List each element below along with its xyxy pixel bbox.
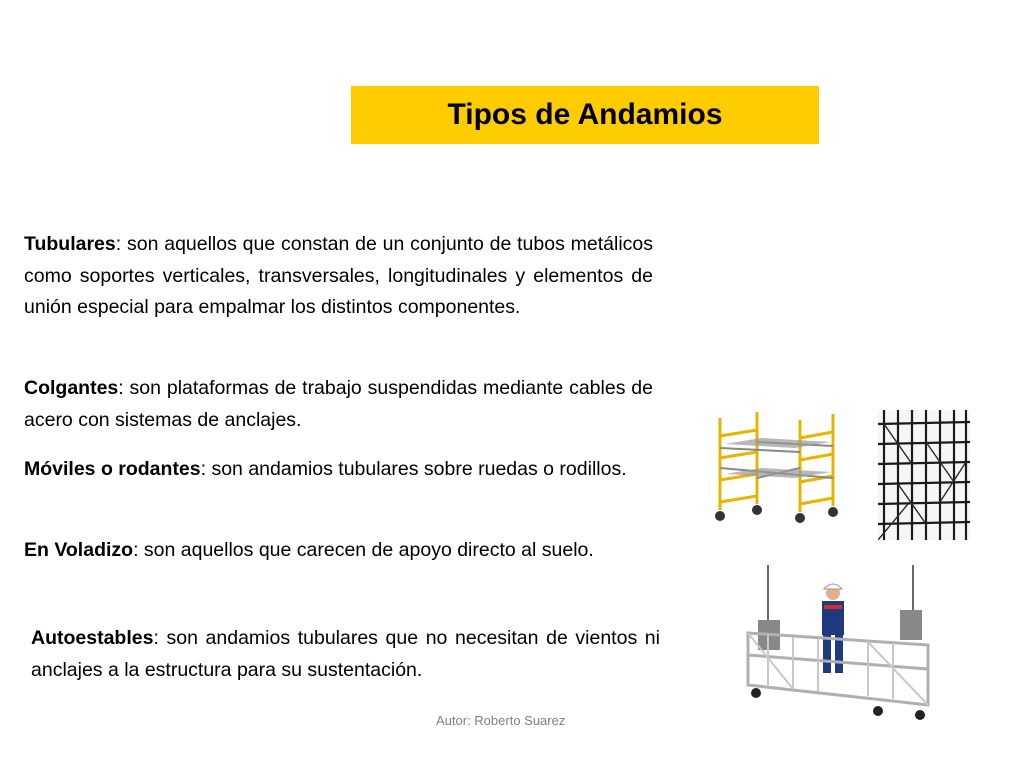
term-moviles: Móviles o rodantes [24, 458, 201, 480]
definition-voladizo: : son aquellos que carecen de apoyo directo al suelo. [133, 539, 594, 561]
term-colgantes: Colgantes [24, 377, 119, 399]
definition-tubulares: : son aquellos que constan de un conjunto de tubos metálicos como soportes verticales, transversales, longitudinales y elementos de unión especial para empalmar los distintos componentes. [24, 233, 653, 318]
rolling-scaffold-image [705, 408, 845, 526]
term-voladizo: En Voladizo [24, 539, 134, 561]
paragraph-colgantes [24, 373, 653, 436]
definition-moviles: : son andamios tubulares sobre ruedas o rodillos. [200, 458, 627, 480]
paragraph-moviles [24, 454, 653, 486]
definition-autoestables: : son andamios tubulares que no necesitan de vientos ni anclajes a la estructura para su sustentación. [31, 627, 660, 681]
tubular-scaffold-image [878, 410, 970, 540]
slide-footer-author: Autor: Roberto Suarez [436, 713, 566, 728]
title-banner [351, 86, 819, 144]
definition-colgantes: : son plataformas de trabajo suspendidas mediante cables de acero con sistemas de anclajes. [24, 377, 653, 431]
term-tubulares: Tubulares [24, 233, 116, 255]
term-autoestables: Autoestables [31, 627, 154, 649]
paragraph-voladizo [24, 535, 653, 567]
slide-title: Tipos de Andamios [447, 98, 723, 131]
paragraph-tubulares [24, 229, 653, 324]
suspended-platform-image [738, 565, 938, 730]
paragraph-autoestables [31, 623, 660, 686]
